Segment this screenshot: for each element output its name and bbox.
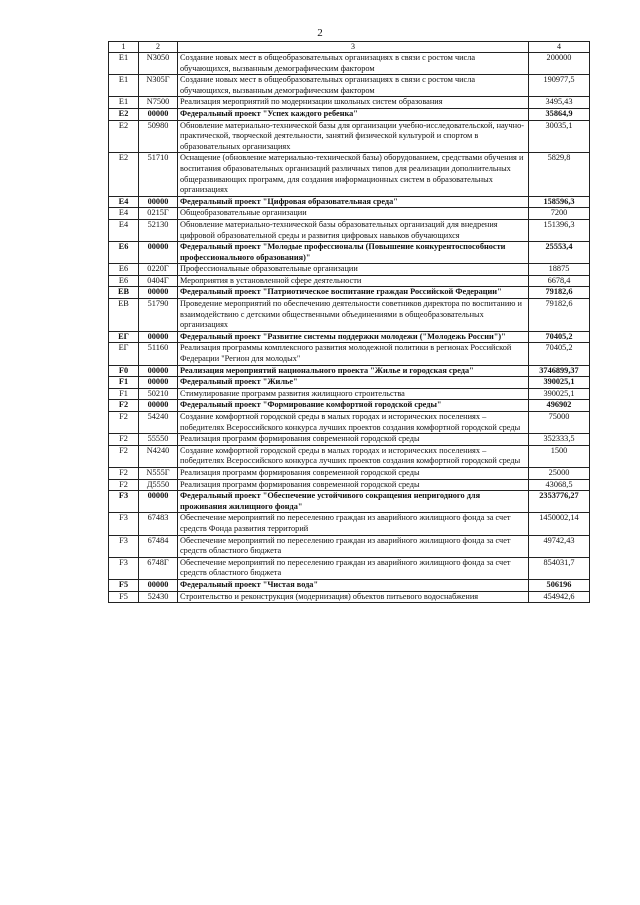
row-amount: 25553,4 [529,242,590,264]
budget-table [108,41,590,603]
row-amount: 190977,5 [529,75,590,97]
header-col-3: 3 [178,42,529,53]
row-amount: 18875 [529,264,590,276]
row-description: Обеспечение мероприятий по переселению граждан из аварийного жилищного фонда за счет средств областного бюджета [178,557,529,579]
table-row [109,153,590,196]
table-row [109,388,590,400]
table-row [109,579,590,591]
row-description: Строительство и реконструкция (модернизация) объектов питьевого водоснабжения [178,591,529,603]
row-amount: 79182,6 [529,287,590,299]
table-row [109,445,590,467]
page-number: 2 [317,27,323,39]
row-code: E2 [109,120,139,153]
table-row [109,275,590,287]
row-subcode: 51790 [139,299,178,332]
row-subcode: 00000 [139,331,178,343]
row-subcode: 67484 [139,535,178,557]
row-amount: 158596,3 [529,196,590,208]
table-row [109,557,590,579]
header-row [109,42,590,53]
table-row [109,108,590,120]
row-amount: 1450002,14 [529,513,590,535]
row-amount: 49742,43 [529,535,590,557]
row-code: E1 [109,75,139,97]
row-amount: 25000 [529,467,590,479]
row-subcode: 50210 [139,388,178,400]
row-subcode: 51160 [139,343,178,365]
row-description: Федеральный проект "Формирование комфортной городской среды" [178,400,529,412]
row-code: F2 [109,445,139,467]
table-row [109,343,590,365]
row-description: Создание новых мест в общеобразовательных организациях в связи с ростом числа обучающихся, вызванным демографическим фактором [178,53,529,75]
row-code: E4 [109,208,139,220]
row-amount: 43068,5 [529,479,590,491]
row-code: E1 [109,53,139,75]
row-description: Стимулирование программ развития жилищного строительства [178,388,529,400]
row-amount: 506196 [529,579,590,591]
row-amount: 2353776,27 [529,491,590,513]
table-row [109,97,590,109]
row-code: E6 [109,264,139,276]
row-code: F2 [109,479,139,491]
row-description: Федеральный проект "Обеспечение устойчивого сокращения непригодного для проживания жилищного фонда" [178,491,529,513]
row-subcode: 52130 [139,219,178,241]
row-description: Реализация программ формирования современной городской среды [178,479,529,491]
row-amount: 1500 [529,445,590,467]
table-row [109,400,590,412]
row-subcode: 0404Г [139,275,178,287]
header-col-1: 1 [109,42,139,53]
row-subcode: 00000 [139,491,178,513]
row-amount: 390025,1 [529,388,590,400]
table-row [109,264,590,276]
row-code: EГ [109,343,139,365]
row-description: Федеральный проект "Цифровая образовательная среда" [178,196,529,208]
row-amount: 3746899,37 [529,365,590,377]
row-amount: 35864,9 [529,108,590,120]
row-amount: 390025,1 [529,377,590,389]
row-description: Реализация программы комплексного развития молодежной политики в регионах Российской Федерации "Регион для молодых" [178,343,529,365]
table-row [109,513,590,535]
row-amount: 6678,4 [529,275,590,287]
row-code: F2 [109,434,139,446]
row-amount: 70405,2 [529,343,590,365]
row-code: EВ [109,299,139,332]
row-code: F3 [109,513,139,535]
row-description: Создание комфортной городской среды в малых городах и исторических поселениях – победителях Всероссийского конкурса лучших проектов создания комфортной городской среды [178,412,529,434]
row-subcode: N305Г [139,75,178,97]
table-row [109,591,590,603]
row-code: F2 [109,400,139,412]
row-description: Федеральный проект "Молодые профессионалы (Повышение конкурентоспособности профессионального образования)" [178,242,529,264]
row-amount: 30035,1 [529,120,590,153]
row-subcode: 00000 [139,242,178,264]
row-subcode: Д5550 [139,479,178,491]
table-row [109,331,590,343]
row-description: Обеспечение мероприятий по переселению граждан из аварийного жилищного фонда за счет средств Фонда развития территорий [178,513,529,535]
row-code: E4 [109,219,139,241]
table-row [109,219,590,241]
row-code: EВ [109,287,139,299]
row-subcode: N3050 [139,53,178,75]
row-code: F3 [109,491,139,513]
row-subcode: 00000 [139,108,178,120]
row-amount: 7200 [529,208,590,220]
row-subcode: 0215Г [139,208,178,220]
table-row [109,299,590,332]
table-row [109,120,590,153]
row-subcode: N4240 [139,445,178,467]
table-row [109,412,590,434]
row-amount: 3495,43 [529,97,590,109]
table-row [109,535,590,557]
row-amount: 75000 [529,412,590,434]
row-description: Оснащение (обновление материально-технической базы) оборудованием, средствами обучения и воспитания образовательных организаций различных типов для реализации дополнительных общеразвивающих программ, для создания информационных систем в образовательных организациях [178,153,529,196]
row-subcode: 55550 [139,434,178,446]
table-row [109,377,590,389]
row-description: Реализация мероприятий по модернизации школьных систем образования [178,97,529,109]
row-amount: 454942,6 [529,591,590,603]
row-amount: 5829,8 [529,153,590,196]
row-code: EГ [109,331,139,343]
row-description: Создание комфортной городской среды в малых городах и исторических поселениях – победителях Всероссийского конкурса лучших проектов создания комфортной городской среды [178,445,529,467]
row-subcode: 54240 [139,412,178,434]
row-code: F3 [109,557,139,579]
row-amount: 854031,7 [529,557,590,579]
table-row [109,53,590,75]
row-description: Федеральный проект "Успех каждого ребенка" [178,108,529,120]
row-code: E4 [109,196,139,208]
table-row [109,75,590,97]
row-code: E2 [109,108,139,120]
row-description: Федеральный проект "Развитие системы поддержки молодежи ("Молодежь России")" [178,331,529,343]
row-amount: 151396,3 [529,219,590,241]
row-code: F0 [109,365,139,377]
table-row [109,491,590,513]
row-code: F3 [109,535,139,557]
row-code: F1 [109,377,139,389]
row-amount: 70405,2 [529,331,590,343]
row-subcode: 00000 [139,579,178,591]
table-row [109,365,590,377]
row-description: Обновление материально-технической базы для организации учебно-исследовательской, научно-практической, творческой деятельности, занятий физической культурой и спортом в образовательных организациях [178,120,529,153]
row-description: Общеобразовательные организации [178,208,529,220]
row-subcode: 6748Г [139,557,178,579]
row-description: Реализация программ формирования современной городской среды [178,434,529,446]
row-subcode: N7500 [139,97,178,109]
row-description: Проведение мероприятий по обеспечению деятельности советников директора по воспитанию и взаимодействию с детскими общественными объединениями в общеобразовательных организациях [178,299,529,332]
row-description: Реализация программ формирования современной городской среды [178,467,529,479]
row-description: Обеспечение мероприятий по переселению граждан из аварийного жилищного фонда за счет средств областного бюджета [178,535,529,557]
table-row [109,196,590,208]
row-code: F2 [109,467,139,479]
row-description: Федеральный проект "Жилье" [178,377,529,389]
row-amount: 79182,6 [529,299,590,332]
row-amount: 200000 [529,53,590,75]
row-code: F5 [109,579,139,591]
row-code: F2 [109,412,139,434]
row-subcode: 51710 [139,153,178,196]
row-amount: 496902 [529,400,590,412]
row-code: E1 [109,97,139,109]
row-code: E6 [109,242,139,264]
row-subcode: 00000 [139,400,178,412]
row-description: Федеральный проект "Чистая вода" [178,579,529,591]
row-code: E2 [109,153,139,196]
row-subcode: 52430 [139,591,178,603]
row-subcode: 50980 [139,120,178,153]
row-description: Федеральный проект "Патриотическое воспитание граждан Российской Федерации" [178,287,529,299]
row-subcode: 00000 [139,287,178,299]
row-code: E6 [109,275,139,287]
row-subcode: 0220Г [139,264,178,276]
table-row [109,479,590,491]
header-col-2: 2 [139,42,178,53]
table-row [109,467,590,479]
row-description: Реализация мероприятий национального проекта "Жилье и городская среда" [178,365,529,377]
row-description: Создание новых мест в общеобразовательных организациях в связи с ростом числа обучающихся, вызванным демографическим фактором [178,75,529,97]
row-amount: 352333,5 [529,434,590,446]
table-row [109,287,590,299]
table-row [109,434,590,446]
row-subcode: 00000 [139,377,178,389]
table-row [109,208,590,220]
row-subcode: N555Г [139,467,178,479]
row-code: F1 [109,388,139,400]
row-code: F5 [109,591,139,603]
table-row [109,242,590,264]
row-subcode: 00000 [139,196,178,208]
row-description: Обновление материально-технической базы образовательных организаций для внедрения цифровой образовательной среды и развития цифровых навыков обучающихся [178,219,529,241]
row-subcode: 00000 [139,365,178,377]
row-description: Мероприятия в установленной сфере деятельности [178,275,529,287]
row-subcode: 67483 [139,513,178,535]
header-col-4: 4 [529,42,590,53]
row-description: Профессиональные образовательные организации [178,264,529,276]
